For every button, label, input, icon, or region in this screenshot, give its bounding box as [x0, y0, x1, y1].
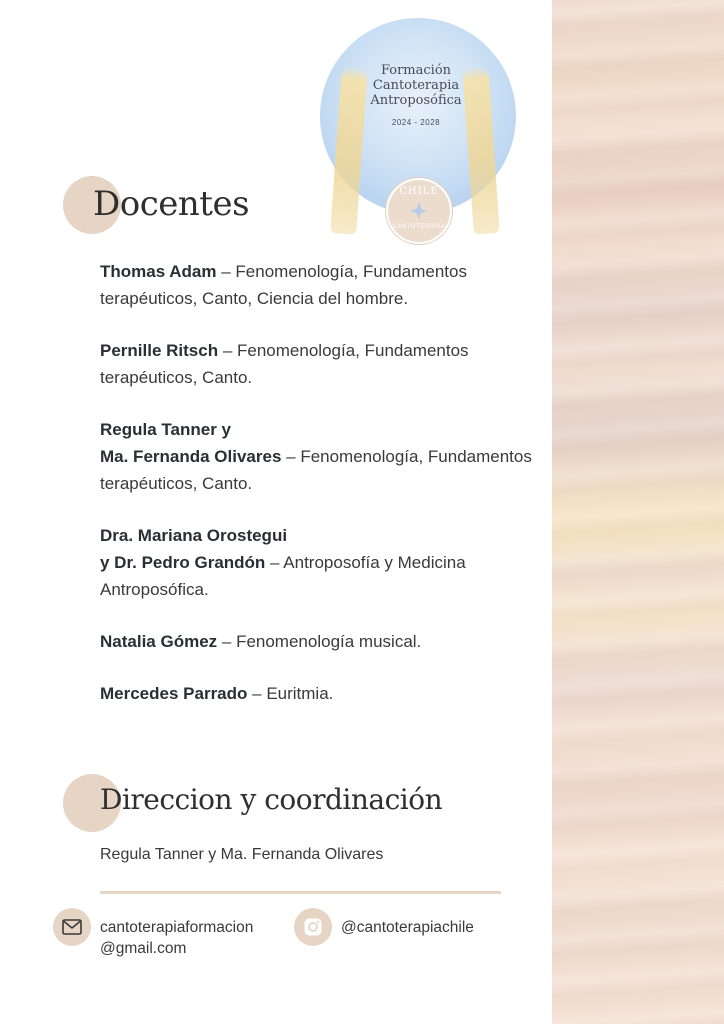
mail-icon	[53, 908, 91, 946]
teacher-subjects: Fenomenología musical.	[236, 632, 422, 651]
email-line: cantoterapiaformacion	[100, 919, 254, 936]
teacher-name: Pernille Ritsch	[100, 341, 219, 360]
teacher-name: y Dr. Pedro Grandón	[100, 553, 266, 572]
seal-bottom-text: CANTOTERAPIA	[392, 224, 446, 230]
logo-years: 2024 - 2028	[391, 118, 441, 127]
logo-title-line: Antroposófica	[370, 93, 462, 108]
teacher-entry: Natalia Gómez – Fenomenología musical.	[100, 632, 422, 651]
mail-icon-svg	[62, 919, 82, 935]
section-divider	[100, 891, 501, 894]
instagram-icon	[294, 908, 332, 946]
teacher-subjects: Fenomenología, Fundamentos terapéuticos, Canto, Ciencia del hombre.	[100, 262, 467, 308]
teacher-name: Thomas Adam	[100, 262, 217, 281]
logo-title-line: Formación	[380, 63, 452, 78]
teacher-name: Natalia Gómez	[100, 632, 218, 651]
program-logo	[318, 18, 518, 243]
teacher-subjects: Euritmia.	[266, 684, 334, 703]
instagram-handle[interactable]: @cantoterapiachile	[341, 919, 474, 936]
teacher-subjects: Fenomenología, Fundamentos terapéuticos, Canto.	[100, 447, 532, 493]
watercolor-side-panel	[552, 0, 724, 1024]
teacher-entry: Mercedes Parrado – Euritmia.	[100, 684, 334, 703]
teacher-name: Regula Tanner y	[100, 420, 231, 439]
email-line: @gmail.com	[100, 940, 187, 957]
instagram-icon-svg	[303, 917, 323, 937]
teacher-entry: Dra. Mariana Orostegui y Dr. Pedro Grandón – Antroposofía y Medicina Antroposófica.	[100, 526, 466, 599]
chile-seal	[386, 178, 452, 244]
teacher-subjects: Antroposofía y Medicina Antroposófica.	[100, 553, 466, 599]
teacher-entry: Pernille Ritsch – Fenomenología, Fundamentos terapéuticos, Canto.	[100, 341, 469, 387]
teacher-entry: Regula Tanner y Ma. Fernanda Olivares – Fenomenología, Fundamentos terapéuticos, Canto.	[100, 420, 532, 493]
teacher-name: Ma. Fernanda Olivares	[100, 447, 282, 466]
coordination-names: Regula Tanner y Ma. Fernanda Olivares	[100, 846, 384, 863]
direccion-heading: Direccion y coordinación	[100, 783, 443, 816]
teacher-name: Mercedes Parrado	[100, 684, 248, 703]
teachers-list	[100, 258, 540, 732]
logo-title-line: Cantoterapia	[372, 78, 460, 93]
teacher-name: Dra. Mariana Orostegui	[100, 526, 288, 545]
teacher-entry: Thomas Adam – Fenomenología, Fundamentos terapéuticos, Canto, Ciencia del hombre.	[100, 262, 467, 308]
docentes-heading: Docentes	[93, 184, 250, 224]
teacher-subjects: Fenomenología, Fundamentos terapéuticos, Canto.	[100, 341, 469, 387]
logo-title	[318, 63, 514, 108]
email-address[interactable]	[100, 917, 253, 959]
star-icon	[410, 202, 428, 220]
seal-top-text: CHILE	[399, 186, 439, 197]
